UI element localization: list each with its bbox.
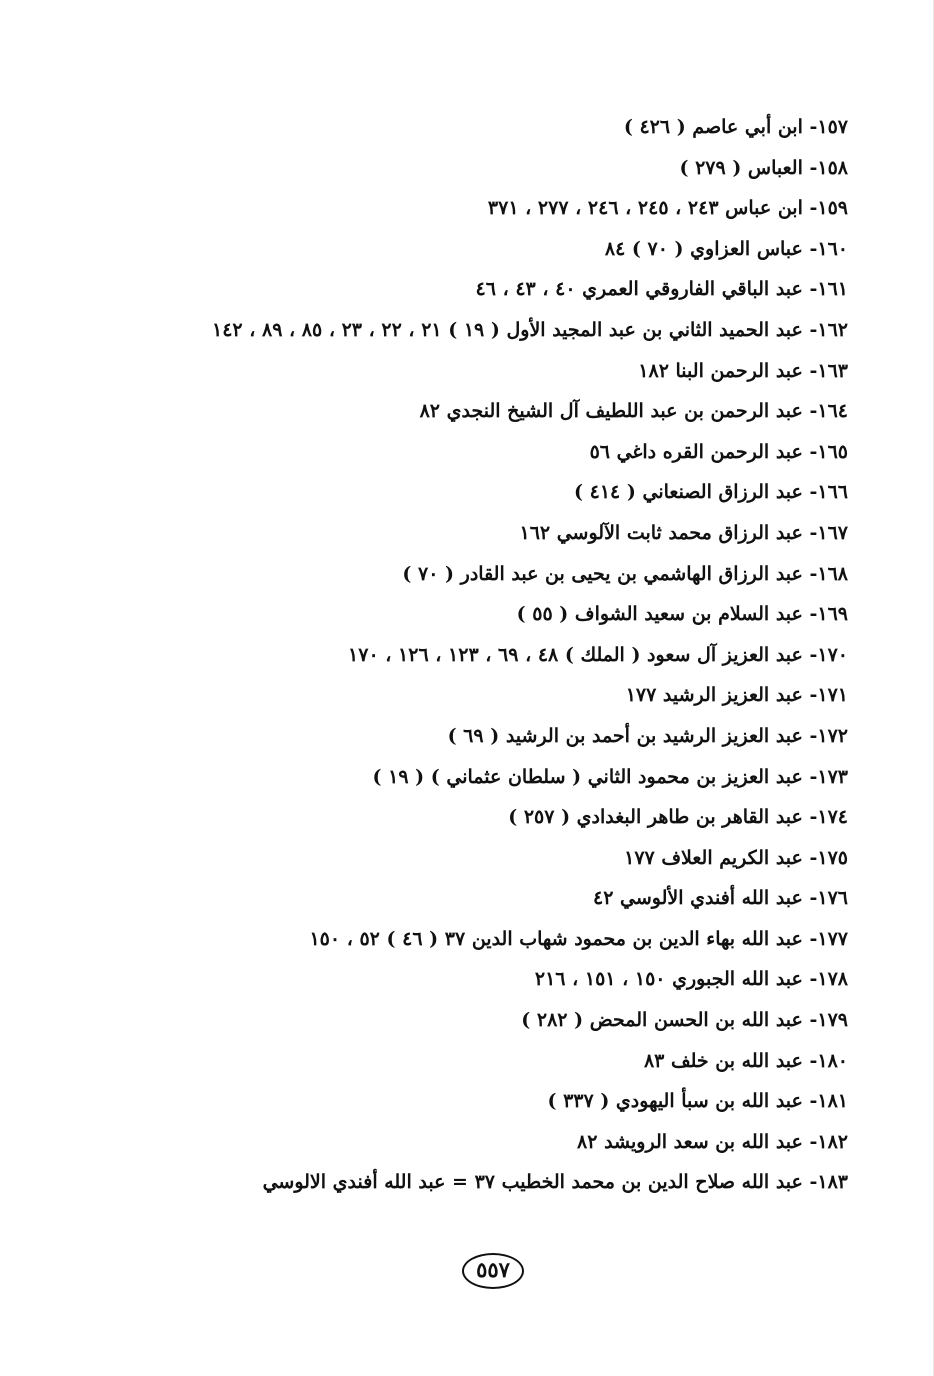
index-entry-173: ١٧٣- عبد العزيز بن محمود الثاني ( سلطان عثماني ) ( ١٩ ): [372, 765, 848, 788]
index-entry-168: ١٦٨- عبد الرزاق الهاشمي بن يحيى بن عبد القادر ( ٧٠ ): [402, 562, 848, 585]
index-entry-159: ١٥٩- ابن عباس ٢٤٣ ، ٢٤٥ ، ٢٤٦ ، ٢٧٧ ، ٣٧١: [487, 197, 848, 220]
index-entry-179: ١٧٩- عبد الله بن الحسن المحض ( ٢٨٢ ): [521, 1009, 848, 1032]
index-entry-166: ١٦٦- عبد الرزاق الصنعاني ( ٤١٤ ): [574, 481, 848, 504]
index-entry-178: ١٧٨- عبد الله الجبوري ١٥٠ ، ١٥١ ، ٢١٦: [534, 968, 848, 991]
index-entry-160: ١٦٠- عباس العزاوي ( ٧٠ ) ٨٤: [604, 237, 848, 260]
index-entry-158: ١٥٨- العباس ( ٢٧٩ ): [679, 156, 848, 179]
index-entry-169: ١٦٩- عبد السلام بن سعيد الشواف ( ٥٥ ): [516, 603, 848, 626]
name-index-list: [118, 107, 848, 1203]
index-entry-162: ١٦٢- عبد الحميد الثاني بن عبد المجيد الأول ( ١٩ ) ٢١ ، ٢٢ ، ٢٣ ، ٨٥ ، ٨٩ ، ١٤٢: [212, 318, 848, 341]
index-entry-163: ١٦٣- عبد الرحمن البنا ١٨٢: [638, 359, 848, 382]
page-number-badge: ٥٥٧: [462, 1253, 524, 1289]
index-entry-165: ١٦٥- عبد الرحمن القره داغي ٥٦: [589, 440, 848, 463]
index-entry-157: ١٥٧- ابن أبي عاصم ( ٤٢٦ ): [623, 116, 848, 138]
index-entry-175: ١٧٥- عبد الكريم العلاف ١٧٧: [624, 846, 848, 869]
index-entry-172: ١٧٢- عبد العزيز الرشيد بن أحمد بن الرشيد ( ٦٩ ): [447, 724, 848, 747]
index-entry-181: ١٨١- عبد الله بن سبأ اليهودي ( ٣٣٧ ): [547, 1090, 848, 1113]
index-entry-183: ١٨٣- عبد الله صلاح الدين بن محمد الخطيب ٣٧ = عبد الله أفندي الالوسي: [262, 1171, 848, 1194]
index-entry-161: ١٦١- عبد الباقي الفاروقي العمري ٤٠ ، ٤٣ ، ٤٦: [475, 278, 848, 301]
index-entry-180: ١٨٠- عبد الله بن خلف ٨٣: [643, 1049, 848, 1072]
index-entry-177: ١٧٧- عبد الله بهاء الدين بن محمود شهاب الدين ٣٧ ( ٤٦ ) ٥٢ ، ١٥٠: [309, 927, 848, 950]
index-entry-176: ١٧٦- عبد الله أفندي الألوسي ٤٢: [592, 887, 848, 910]
index-entry-171: ١٧١- عبد العزيز الرشيد ١٧٧: [625, 684, 848, 707]
index-entry-174: ١٧٤- عبد القاهر بن طاهر البغدادي ( ٢٥٧ ): [508, 806, 848, 829]
index-entry-182: ١٨٢- عبد الله بن سعد الرويشد ٨٢: [577, 1130, 848, 1153]
index-entry-167: ١٦٧- عبد الرزاق محمد ثابت الآلوسي ١٦٢: [519, 521, 848, 544]
index-entry-164: ١٦٤- عبد الرحمن بن عبد اللطيف آل الشيخ النجدي ٨٢: [419, 400, 848, 423]
index-entry-170: ١٧٠- عبد العزيز آل سعود ( الملك ) ٤٨ ، ٦٩ ، ١٢٣ ، ١٢٦ ، ١٧٠: [348, 643, 848, 666]
